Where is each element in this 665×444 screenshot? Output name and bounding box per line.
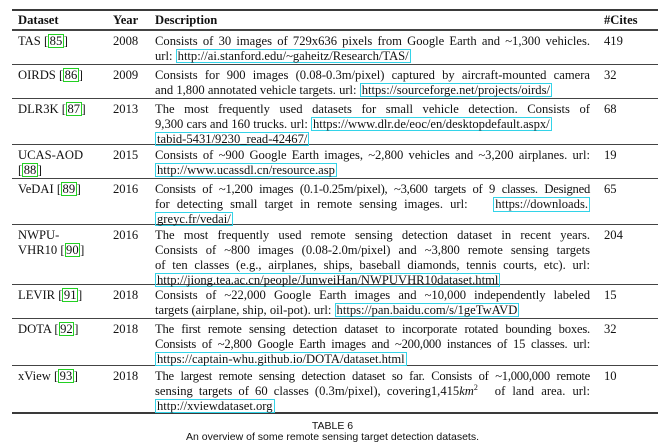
citation-link[interactable]: 89: [62, 182, 76, 196]
dataset-url-link-continued[interactable]: tabid-5431/9230_read-42467/: [157, 132, 308, 146]
cites-count: 68: [604, 102, 617, 116]
dataset-url-link[interactable]: http://jiong.tea.ac.cn/people/JunweiHan/NWPUVHR10dataset.html: [157, 273, 499, 287]
description: Consists of ~22,000 Google Earth images and ~10,000 independently labeled targets (airplane, ship, oil-pot). url: https://pan.baidu.com/s/1geTwAVD: [155, 288, 590, 317]
dataset-name: VeDAI [ 89 ]: [18, 182, 81, 196]
row-divider: [12, 318, 658, 319]
row-divider: [12, 98, 658, 99]
dataset-url-link[interactable]: https://sourceforge.net/projects/oirds/: [361, 83, 551, 97]
dataset-name: DOTA [ 92 ]: [18, 322, 79, 336]
cites-count: 19: [604, 148, 617, 162]
dataset-name: OIRDS [ 86 ]: [18, 68, 83, 82]
cites-count: 419: [604, 34, 623, 48]
year: 2018: [113, 322, 139, 336]
header-rule: [12, 29, 658, 31]
table-top-rule: [12, 9, 658, 11]
dataset-url-link[interactable]: http://ai.stanford.edu/~gaheitz/Research/TAS/: [177, 49, 409, 63]
dataset-name: xView [ 93 ]: [18, 369, 78, 383]
table-caption-label: TABLE 6: [311, 420, 354, 432]
header-year: Year: [113, 13, 139, 27]
cites-count: 10: [604, 369, 617, 383]
citation-link[interactable]: 87: [67, 102, 81, 116]
dataset-url-link[interactable]: http://xviewdataset.org: [157, 399, 273, 413]
dataset-name: NWPU- VHR10 [ 90 ]: [18, 228, 85, 257]
year: 2016: [113, 182, 139, 196]
cites-count: 65: [604, 182, 617, 196]
cites-count: 15: [604, 288, 617, 302]
area-unit: km: [459, 384, 474, 398]
description: The largest remote sensing detection dataset so far. Consists of ~1,000,000 remote sensing targets of 60 classes (0.3m/pixel), $covering1,415km^2$ of land area. url: http://xviewdataset.org: [155, 369, 590, 413]
dataset-url-link-continued[interactable]: greyc.fr/vedai/: [157, 212, 231, 226]
citation-link[interactable]: 91: [63, 288, 77, 302]
year: 2009: [113, 68, 139, 82]
row-divider: [12, 64, 658, 65]
dataset-url-link[interactable]: https://downloads.: [495, 197, 588, 211]
description: Consists of ~1,200 images (0.1-0.25m/pixel), ~3,600 targets of 9 classes. Designed for detecting small target in remote sensing images. url: https://downloads. greyc.fr/vedai/: [155, 182, 590, 226]
row-divider: [12, 178, 658, 179]
dataset-url-link[interactable]: https://captain-whu.github.io/DOTA/dataset.html: [157, 352, 405, 366]
year: 2013: [113, 102, 139, 116]
description: The most frequently used datasets for small vehicle detection. Consists of 9,300 cars and 160 trucks. url: https://www.dlr.de/eoc/en/desktopdefault.aspx/ tabid-5431/9230_read-42467/: [155, 102, 590, 146]
citation-link[interactable]: 93: [59, 369, 73, 383]
description: The most frequently used remote sensing detection dataset in recent years. Consists of ~800 images (0.08-2.0m/pixel) and ~3,800 remote sensing targets of ten classes (e.g., airplanes, ships, baseball diamonds, tennis courts, etc). url: http://jiong.tea.ac.cn/people/JunweiHan/NWPUVHR10dataset.html: [155, 228, 590, 287]
citation-link[interactable]: 88: [23, 163, 37, 177]
year: 2016: [113, 228, 139, 242]
cites-count: 32: [604, 322, 617, 336]
dataset-url-link[interactable]: https://www.dlr.de/eoc/en/desktopdefault.aspx/: [313, 117, 550, 131]
table-caption-text: An overview of some remote sensing target detection datasets.: [186, 431, 479, 443]
cites-count: 204: [604, 228, 623, 242]
year: 2018: [113, 369, 139, 383]
cites-count: 32: [604, 68, 617, 82]
description: Consists of ~900 Google Earth images, ~2,800 vehicles and ~3,200 airplanes. url: http://www.ucassdl.cn/resource.asp: [155, 148, 590, 177]
description: Consists of 30 images of 729x636 pixels from Google Earth and ~1,300 vehicles. url: http://ai.stanford.edu/~gaheitz/Research/TAS/: [155, 34, 590, 63]
citation-link[interactable]: 92: [60, 322, 73, 336]
description: Consists for 900 images (0.08-0.3m/pixel) captured by aircraft-mounted camera and 1,800 annotated vehicle targets. url: https://sourceforge.net/projects/oirds/: [155, 68, 590, 97]
citation-link[interactable]: 85: [49, 34, 63, 48]
dataset-url-link[interactable]: https://pan.baidu.com/s/1geTwAVD: [336, 303, 518, 317]
dataset-name: LEVIR [ 91 ]: [18, 288, 83, 302]
citation-link[interactable]: 86: [64, 68, 78, 82]
citation-link[interactable]: 90: [66, 243, 79, 257]
year: 2018: [113, 288, 139, 302]
year: 2008: [113, 34, 139, 48]
header-description: Description: [155, 13, 218, 27]
dataset-name: TAS [ 85 ]: [18, 34, 68, 48]
year: 2015: [113, 148, 139, 162]
header-dataset: Dataset: [18, 13, 59, 27]
dataset-name: UCAS-AOD [ 88 ]: [18, 148, 84, 177]
header-cites: #Cites: [604, 13, 638, 27]
description: The first remote sensing detection dataset to incorporate rotated bounding boxes. Consists of ~2,800 Google Earth images and ~200,000 instances of 15 classes. url: https://captain-whu.github.io/DOTA/dataset.html: [155, 322, 590, 366]
dataset-url-link[interactable]: http://www.ucassdl.cn/resource.asp: [157, 163, 335, 177]
dataset-name: DLR3K [ 87 ]: [18, 102, 86, 116]
